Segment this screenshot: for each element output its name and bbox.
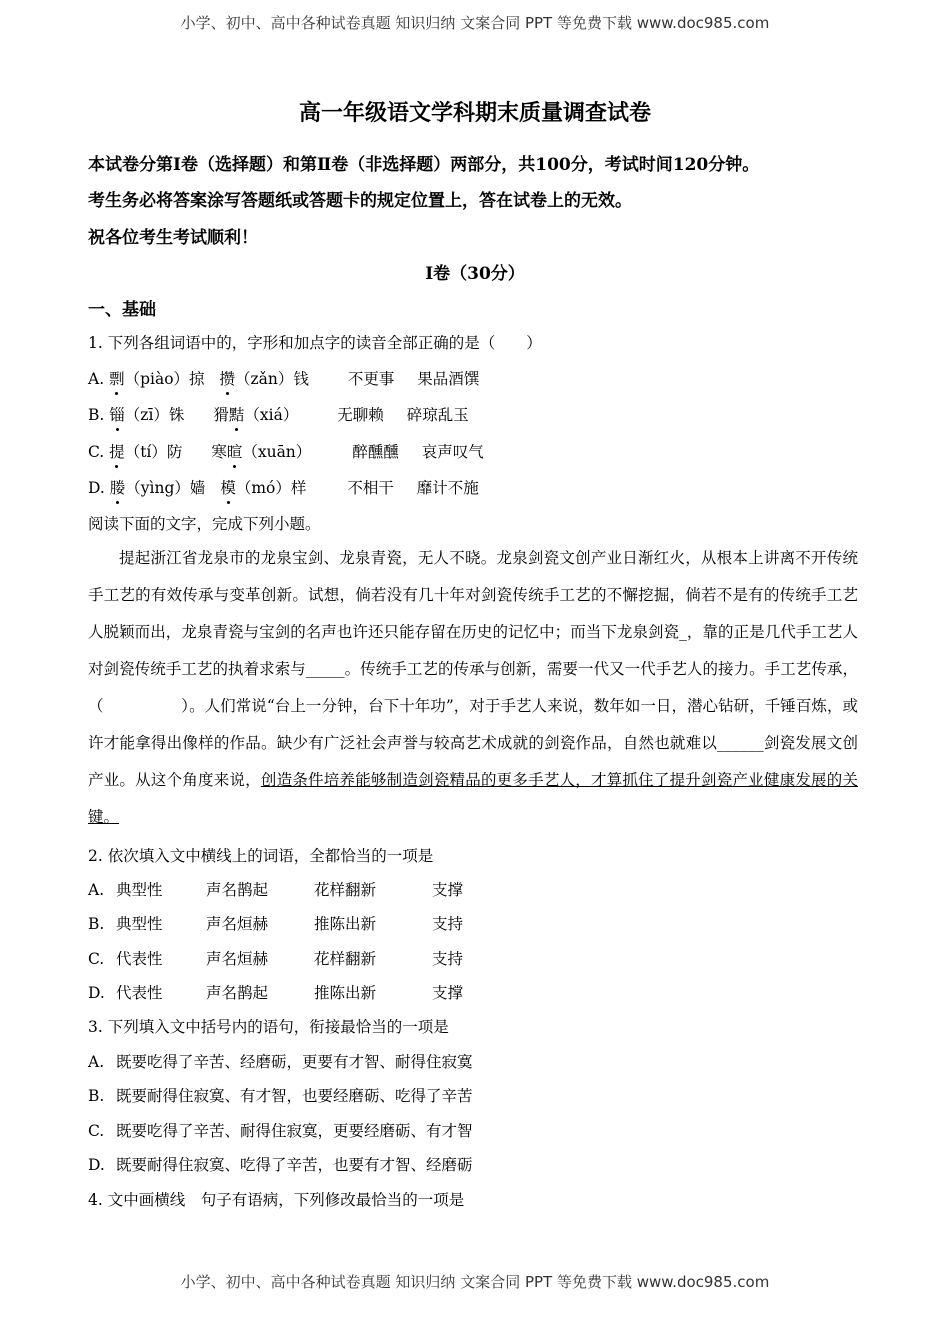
q2-option-c: C. 代表性 声名烜赫 花样翻新 支持	[88, 950, 464, 968]
q2-stem: 2. 依次填入文中横线上的词语，全都恰当的一项是	[88, 847, 434, 865]
header-banner: 小学、初中、高中各种试卷真题 知识归纳 文案合同 PPT 等免费下载 www.doc985.com	[180, 14, 770, 32]
q2-option-d: D. 代表性 声名鹊起 推陈出新 支撑	[88, 984, 464, 1002]
reading-intro: 阅读下面的文字，完成下列小题。	[88, 515, 321, 533]
underlined-sentence: 创造条件培养能够制造剑瓷精品的更多手艺人，才算抓住了提升剑瓷产业健康发展的关键。	[88, 771, 858, 826]
q4-stem: 4. 文中画横线 句子有语病，下列修改最恰当的一项是	[88, 1191, 465, 1209]
q2-option-a: A. 典型性 声名鹊起 花样翻新 支撑	[88, 881, 464, 899]
footer-banner: 小学、初中、高中各种试卷真题 知识归纳 文案合同 PPT 等免费下载 www.doc985.com	[180, 1273, 770, 1291]
q1-option-b: B. 锱（zī）铢 猾黠（xiá） 无聊赖 碎琼乱玉	[88, 403, 469, 425]
reading-passage: 提起浙江省龙泉市的龙泉宝剑、龙泉青瓷，无人不晓。龙泉剑瓷文创产业日渐红火，从根本上讲离不开传统手工艺的有效传承与变革创新。试想，倘若没有几十年对剑瓷传统手工艺的不懈挖掘，倘若不是有的传统手工艺人脱颖而出，龙泉青瓷与宝剑的名声也许还只能存留在历史的记忆中；而当下龙泉剑瓷_，靠的正是几代手工艺人对剑瓷传统手工艺的执着求索与_____。传统手工艺的传承与创新，需要一代又一代手艺人的接力。手工艺传承，（ ）。人们常说“台上一分钟，台下十年功”，对于手艺人来说，数年如一日，潜心钻研，千锤百炼，或许才能拿得出像样的作品。缺少有广泛社会声誉与较高艺术成就的剑瓷作品，自然也就难以______剑瓷发展文创产业。从这个角度来说，创造条件培养能够制造剑瓷精品的更多手艺人，才算抓住了提升剑瓷产业健康发展的关键。	[88, 549, 858, 826]
q3-option-d: D. 既要耐得住寂寞、吃得了辛苦，也要有才智、经磨砺	[88, 1156, 473, 1174]
notice-line-2: 考生务必将答案涂写答题纸或答题卡的规定位置上，答在试卷上的无效。	[88, 191, 632, 211]
q1-option-a: A. 剽（piào）掠 攒（zǎn）钱 不更事 果品酒馔	[88, 367, 479, 389]
q1-option-d: D. 媵（yìng）嫱 模（mó）样 不相干 靡计不施	[88, 476, 479, 498]
q1-option-c: C. 提（tí）防 寒暄（xuān） 醉醺醺 哀声叹气	[88, 440, 484, 462]
q3-option-c: C. 既要吃得了辛苦、耐得住寂寞，更要经磨砺、有才智	[88, 1122, 473, 1140]
q3-option-a: A. 既要吃得了辛苦、经磨砺，更要有才智、耐得住寂寞	[88, 1053, 473, 1071]
page-title: 高一年级语文学科期末质量调查试卷	[298, 100, 651, 126]
q1-stem: 1. 下列各组词语中的，字形和加点字的读音全部正确的是（ ）	[88, 334, 542, 352]
q3-stem: 3. 下列填入文中括号内的语句，衔接最恰当的一项是	[88, 1018, 449, 1036]
section-title: 一、基础	[88, 300, 156, 320]
q3-option-b: B. 既要耐得住寂寞、有才智，也要经磨砺、吃得了辛苦	[88, 1087, 473, 1105]
q2-option-b: B. 典型性 声名烜赫 推陈出新 支持	[88, 915, 464, 933]
notice-line-1: 本试卷分第Ⅰ卷（选择题）和第Ⅱ卷（非选择题）两部分，共100分，考试时间120分钟。	[88, 155, 760, 175]
part-title: Ⅰ卷（30分）	[425, 264, 525, 284]
notice-line-3: 祝各位考生考试顺利！	[88, 228, 258, 248]
